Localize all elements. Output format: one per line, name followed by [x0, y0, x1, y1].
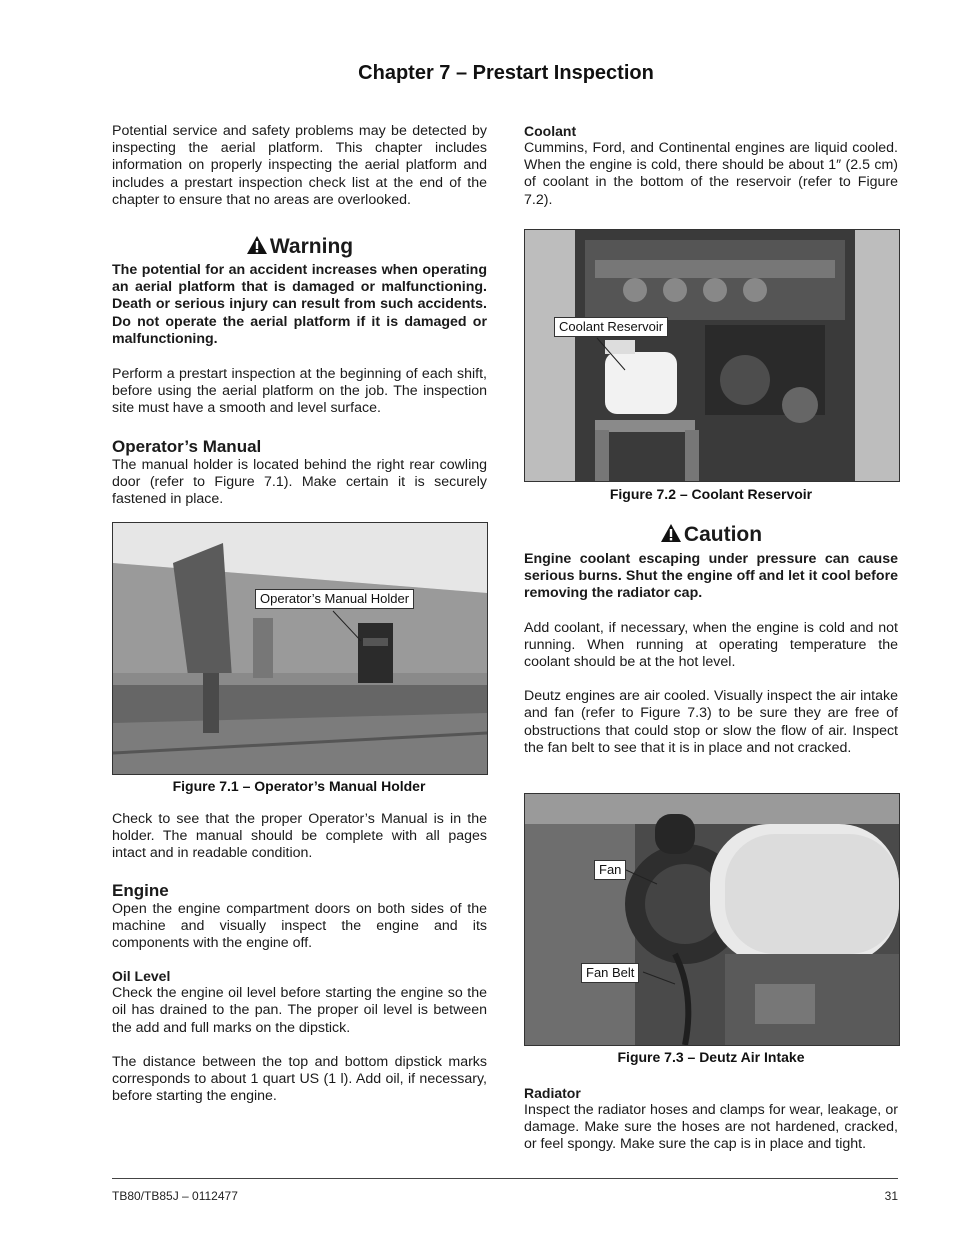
radiator-text: Inspect the radiator hoses and clamps for wear, leakage, or damage. Make sure the hoses are not hardened, cracked, or feel spongy. Make sure the cap is in place and tight. [524, 1102, 898, 1153]
add-coolant-paragraph: Add coolant, if necessary, when the engine is cold and not running. When running at operating temperature the coolant should be at the hot level. [524, 619, 898, 671]
figure1-caption: Figure 7.1 – Operator’s Manual Holder [172, 778, 426, 794]
operators-manual-photo [113, 523, 487, 774]
deutz-air-intake-photo [525, 794, 899, 1045]
operators-manual-text: The manual holder is located behind the right rear cowling door (refer to Figure 7.1). Make certain it is securely fastened in place. [112, 456, 487, 508]
warning-title: Warning [269, 235, 354, 259]
coolant-reservoir-photo [525, 230, 899, 481]
figure3-caption: Figure 7.3 – Deutz Air Intake [617, 1049, 805, 1065]
prestart-paragraph: Perform a prestart inspection at the beginning of each shift, before using the aerial platform on the job. The inspection site must have a smooth and level surface. [112, 366, 487, 417]
operators-manual-heading: Operator’s Manual [112, 436, 262, 456]
oil-level-text-1: Check the engine oil level before starting the engine so the oil has drained to the pan. The proper oil level is between the add and full marks on the dipstick. [112, 985, 487, 1036]
caution-heading [524, 523, 898, 547]
warning-triangle-icon [246, 235, 268, 255]
chapter-title: Chapter 7 – Prestart Inspection [358, 62, 654, 84]
engine-heading: Engine [112, 880, 169, 900]
coolant-text: Cummins, Ford, and Continental engines are liquid cooled. When the engine is cold, there should be about 1″ (2.5 cm) of coolant in the bottom of the reservoir (refer to Figure 7.2). [524, 140, 898, 208]
warning-heading [112, 235, 487, 259]
right-column-upper [524, 123, 898, 209]
coolant-heading: Coolant [524, 123, 577, 139]
figure2-caption: Figure 7.2 – Coolant Reservoir [609, 486, 813, 502]
right-column-middle [524, 523, 898, 757]
page-number: 31 [884, 1189, 898, 1203]
callout-operators-manual-holder: Operator’s Manual Holder [255, 589, 414, 609]
deutz-paragraph: Deutz engines are air cooled. Visually inspect the air intake and fan (refer to Figure 7.3) to be sure they are free of obstructions that could stop or slow the flow of air. Inspect the fan belt to see that it is in place and not cracked. [524, 688, 898, 756]
warning-triangle-icon [660, 523, 682, 543]
figure-operators-manual-holder [112, 522, 488, 775]
oil-level-heading: Oil Level [112, 968, 171, 985]
warning-text: The potential for an accident increases when operating an aerial platform that is damaged or malfunctioning. Death or serious injury can result from such accidents. Do not operate the aerial platform if it is damaged or malfunctioning. [112, 262, 487, 347]
footer-divider [112, 1178, 898, 1179]
radiator-heading: Radiator [524, 1085, 581, 1101]
callout-fan: Fan [594, 860, 626, 880]
intro-paragraph: Potential service and safety problems may be detected by inspecting the aerial platform. This chapter includes information on properly inspecting the aerial platform and includes a prestart inspection check list at the end of the chapter to ensure that no areas are overlooked. [112, 123, 487, 208]
footer-model: TB80/TB85J – 0112477 [112, 1189, 238, 1203]
engine-text: Open the engine compartment doors on both sides of the machine and visually inspect the engine and its components with the engine off. [112, 900, 487, 952]
caution-title: Caution [683, 523, 763, 546]
right-column-lower [524, 1085, 898, 1154]
left-column-upper [112, 123, 487, 508]
callout-coolant-reservoir: Coolant Reservoir [554, 317, 668, 337]
check-manual-paragraph: Check to see that the proper Operator’s Manual is in the holder. The manual should be complete with all pages intact and in readable condition. [112, 811, 487, 862]
left-column-lower [112, 811, 487, 1105]
callout-fan-belt: Fan Belt [581, 963, 639, 983]
oil-level-text-2: The distance between the top and bottom dipstick marks corresponds to about 1 quart US (1 l). Add oil, if necessary, before starting the engine. [112, 1053, 487, 1105]
caution-text: Engine coolant escaping under pressure can cause serious burns. Shut the engine off and let it cool before removing the radiator cap. [524, 551, 898, 602]
figure-deutz-air-intake [524, 793, 900, 1046]
figure-coolant-reservoir [524, 229, 900, 482]
